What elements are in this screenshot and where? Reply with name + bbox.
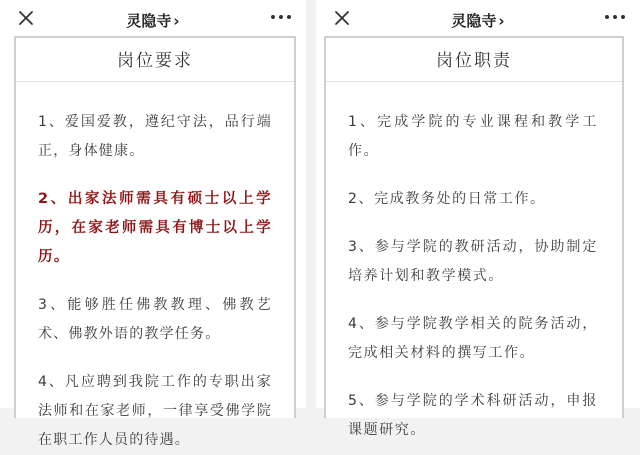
list-item: 4、参与学院教学相关的院务活动，完成相关材料的撰写工作。 (348, 316, 598, 361)
list-item: 4、凡应聘到我院工作的专职出家法师和在家老师，一律享受佛学院在职工作人员的待遇。 (38, 374, 272, 448)
requirements-card (14, 36, 296, 448)
duties-card (324, 36, 624, 438)
account-title-link[interactable] (0, 10, 306, 31)
list-item: 5、参与学院的学术科研活动，申报课题研究。 (348, 393, 598, 438)
divider (16, 81, 294, 82)
divider (326, 81, 622, 82)
card-title: 岗位要求 (117, 51, 193, 71)
list-item: 2、完成教务处的日常工作。 (348, 191, 546, 207)
list-item: 3、参与学院的教研活动，协助制定培养计划和教学模式。 (348, 239, 598, 284)
account-name: 灵隐寺 (451, 12, 497, 30)
requirements-list (16, 108, 294, 455)
left-article-panel (0, 0, 306, 448)
list-item: 1、爱国爱教，遵纪守法，品行端正，身体健康。 (38, 114, 272, 159)
duties-list (326, 108, 622, 445)
chevron-right-icon: › (498, 12, 505, 30)
right-article-panel (316, 0, 640, 438)
card-title: 岗位职责 (436, 51, 512, 71)
more-dots-icon[interactable] (604, 11, 626, 23)
more-dots-icon[interactable] (270, 11, 292, 23)
list-item: 1、完成学院的专业课程和教学工作。 (348, 114, 598, 159)
chevron-right-icon: › (173, 12, 180, 30)
right-nav-bar (316, 0, 640, 40)
list-item: 3、能够胜任佛教教理、佛教艺术、佛教外语的教学任务。 (38, 297, 272, 342)
account-name: 灵隐寺 (126, 12, 172, 30)
list-item-highlight: 2、出家法师需具有硕士以上学历，在家老师需具有博士以上学历。 (38, 191, 272, 265)
left-nav-bar (0, 0, 306, 40)
account-title-link[interactable] (316, 10, 640, 31)
